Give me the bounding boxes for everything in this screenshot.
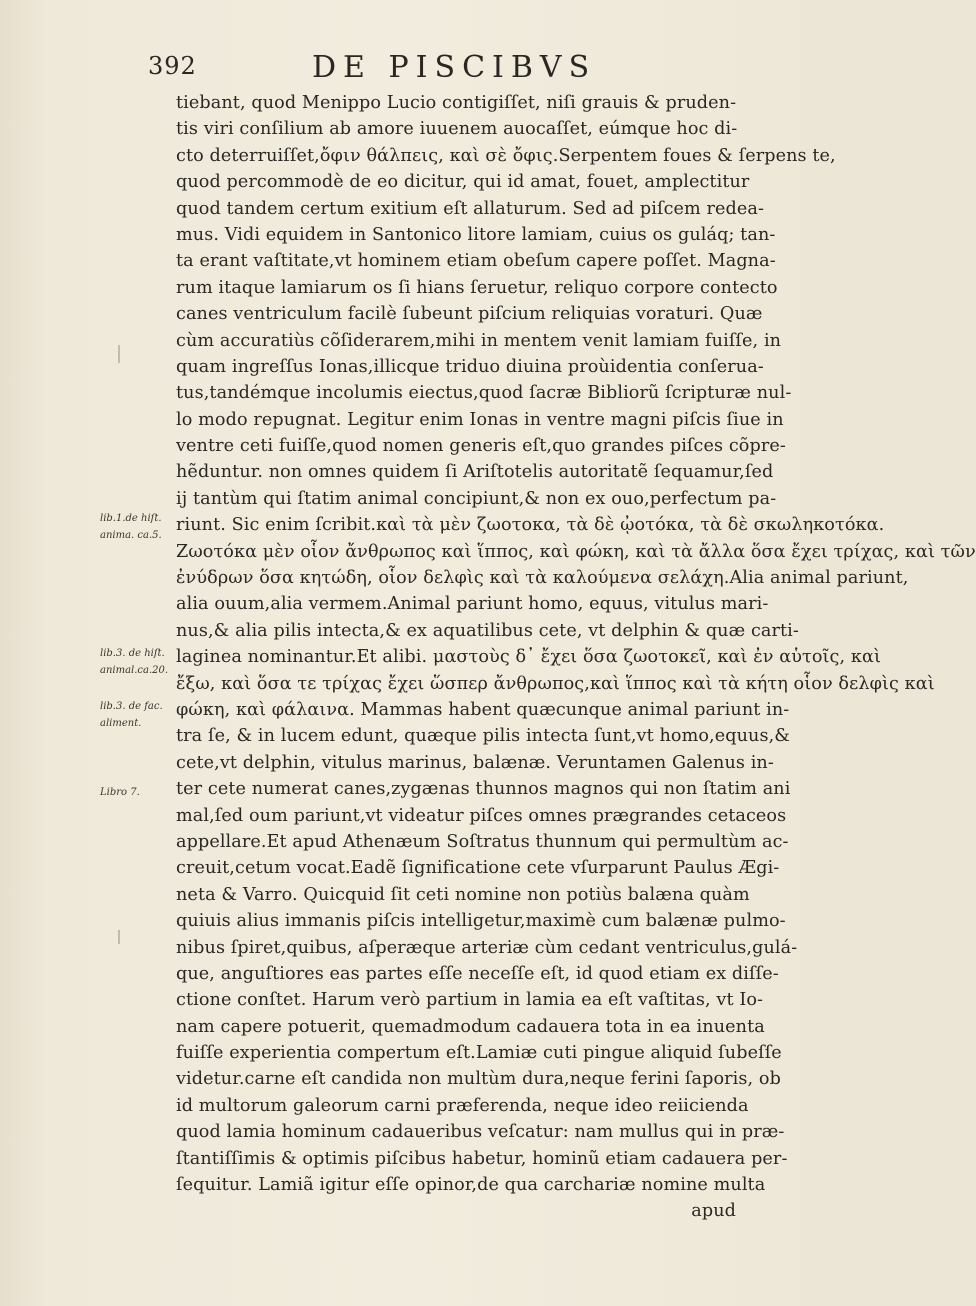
margin-note: Libro 7. <box>100 787 140 798</box>
margin-note: lib.3. de fac. aliment. <box>100 701 163 729</box>
text-line: cto deterruiſſet,ὄφιν θάλπεις, καὶ σὲ ὄφις.Serpentem foues & ſerpens te, <box>176 145 836 166</box>
text-line: laginea nominantur.Et alibi. μαστοὺς δ᾽ ἔχει ὅσα ζωοτοκεῖ, καὶ ἐν αὑτοῖς, καὶ <box>176 647 881 668</box>
text-line: alia ouum,alia vermem.Animal pariunt homo, equus, vitulus mari- <box>176 594 769 615</box>
text-line: hẽduntur. non omnes quidem ſi Ariſtotelis autoritatẽ ſequamur,ſed <box>176 462 774 483</box>
margin-note: lib.1.de hiſt. anima. ca.5. <box>100 513 162 541</box>
text-line: cùm accuratiùs cõſiderarem,mihi in mentem venit lamiam fuiſſe, in <box>176 330 782 351</box>
text-line: quiuis alius immanis piſcis intelligetur,maximè cum balænæ pulmo- <box>176 911 786 932</box>
text-line: ſequitur. Lamiã igitur eſſe opinor,de qua carchariæ nomine multa <box>176 1175 766 1196</box>
text-line: ἔξω, καὶ ὅσα τε τρίχας ἔχει ὥσπερ ἄνθρωπος,καὶ ἵππος καὶ τὰ κήτη οἷον δελφὶς καὶ <box>176 673 935 694</box>
text-line: canes ventriculum facilè ſubeunt piſcium reliquias voraturi. Quæ <box>176 304 763 325</box>
text-line: φώκη, καὶ φάλαινα. Mammas habent quæcunque animal pariunt in- <box>176 699 790 720</box>
margin-note: lib.3. de hiſt. animal.ca.20. <box>100 648 169 676</box>
text-line: ventre ceti fuiſſe,quod nomen generis eſt,quo grandes piſces cõpre- <box>176 436 786 457</box>
text-line: appellare.Et apud Athenæum Soſtratus thunnum qui permultùm ac- <box>176 831 789 852</box>
text-line: creuit,cetum vocat.Eadẽ ſignificatione cete vſurparunt Paulus Ægi- <box>176 858 780 879</box>
text-line: cete,vt delphin, vitulus marinus, balænæ. Veruntamen Galenus in- <box>176 752 774 773</box>
text-line: Ζωοτόκα μὲν οἷον ἄνθρωπος καὶ ἵππος, καὶ φώκη, καὶ τὰ ἄλλα ὅσα ἔχει τρίχας, καὶ τῶν <box>176 541 976 562</box>
text-line: tus,tandémque incolumis eiectus,quod ſacræ Bibliorũ ſcripturæ nul- <box>176 383 792 404</box>
text-line: ἐνύδρων ὅσα κητώδη, οἷον δελφὶς καὶ τὰ καλούμενα σελάχη.Alia animal pariunt, <box>176 568 909 589</box>
text-line: neta & Varro. Quicquid ſit ceti nomine non potiùs balæna quàm <box>176 884 750 905</box>
text-line: ta erant vaſtitate,vt hominem etiam obeſum capere poſſet. Magna- <box>176 251 776 272</box>
text-line: videtur.carne eſt candida non multùm dura,neque ferini ſaporis, ob <box>176 1069 781 1090</box>
text-line: tra ſe, & in lucem edunt, quæque pilis intecta ſunt,vt homo,equus,& <box>176 726 791 747</box>
body-text <box>176 90 976 1225</box>
text-line: mus. Vidi equidem in Santonico litore lamiam, cuius os guláq; tan- <box>176 224 776 245</box>
text-line: ctione conſtet. Harum verò partium in lamia ea eſt vaſtitas, vt Io- <box>176 990 764 1011</box>
text-line: lo modo repugnat. Legitur enim Ionas in ventre magni piſcis ſiue in <box>176 409 784 430</box>
catchword: apud <box>691 1201 736 1222</box>
text-line: tiebant, quod Menippo Lucio contigiſſet, niſi grauis & pruden- <box>176 93 737 113</box>
text-line: ij tantùm qui ſtatim animal concipiunt,& non ex ouo,perfectum pa- <box>176 488 777 509</box>
text-line: ſtantiſſimis & optimis piſcibus habetur, hominũ etiam cadauera per- <box>176 1148 788 1169</box>
running-title: DE PISCIBVS <box>312 50 597 85</box>
text-line: quam ingreſſus Ionas,illicque triduo diuina proùidentia conſerua- <box>176 356 764 377</box>
text-line: fuiſſe experientia compertum eſt.Lamiæ cuti pingue aliquid ſubeſſe <box>176 1043 782 1064</box>
text-line: nus,& alia pilis intecta,& ex aquatilibus cete, vt delphin & quæ carti- <box>176 620 799 641</box>
text-line: nibus ſpiret,quibus, aſperæque arteriæ cùm cedant ventriculus,gulá- <box>176 937 798 958</box>
text-line: quod lamia hominum cadaueribus veſcatur: nam mullus qui in præ- <box>176 1122 785 1143</box>
text-line: quod tandem certum exitium eſt allaturum. Sed ad piſcem redea- <box>176 198 765 219</box>
margin-notes <box>0 0 176 1306</box>
text-line: riunt. Sic enim ſcribit.καὶ τὰ μὲν ζωοτοκα, τὰ δὲ ᾠοτόκα, τὰ δὲ σκωληκοτόκα. <box>176 515 885 536</box>
page-number: 392 <box>148 52 197 80</box>
text-line: tis viri conſilium ab amore iuuenem auocaſſet, eúmque hoc di- <box>176 119 738 140</box>
text-line: que, anguſtiores eas partes eſſe neceſſe eſt, id quod etiam ex diſſe- <box>176 963 779 984</box>
text-line: mal,ſed oum pariunt,vt videatur piſces omnes prægrandes cetaceos <box>176 805 787 826</box>
text-line: nam capere potuerit, quemadmodum cadauera tota in ea inuenta <box>176 1016 765 1037</box>
text-line: rum itaque lamiarum os ſi hians ſeruetur, reliquo corpore contecto <box>176 277 778 298</box>
text-line: id multorum galeorum carni præferenda, neque ideo reiicienda <box>176 1095 749 1116</box>
text-line: quod percommodè de eo dicitur, qui id amat, fouet, amplectitur <box>176 172 750 193</box>
text-line: ter cete numerat canes,zygænas thunnos magnos qui non ſtatim ani <box>176 779 791 800</box>
